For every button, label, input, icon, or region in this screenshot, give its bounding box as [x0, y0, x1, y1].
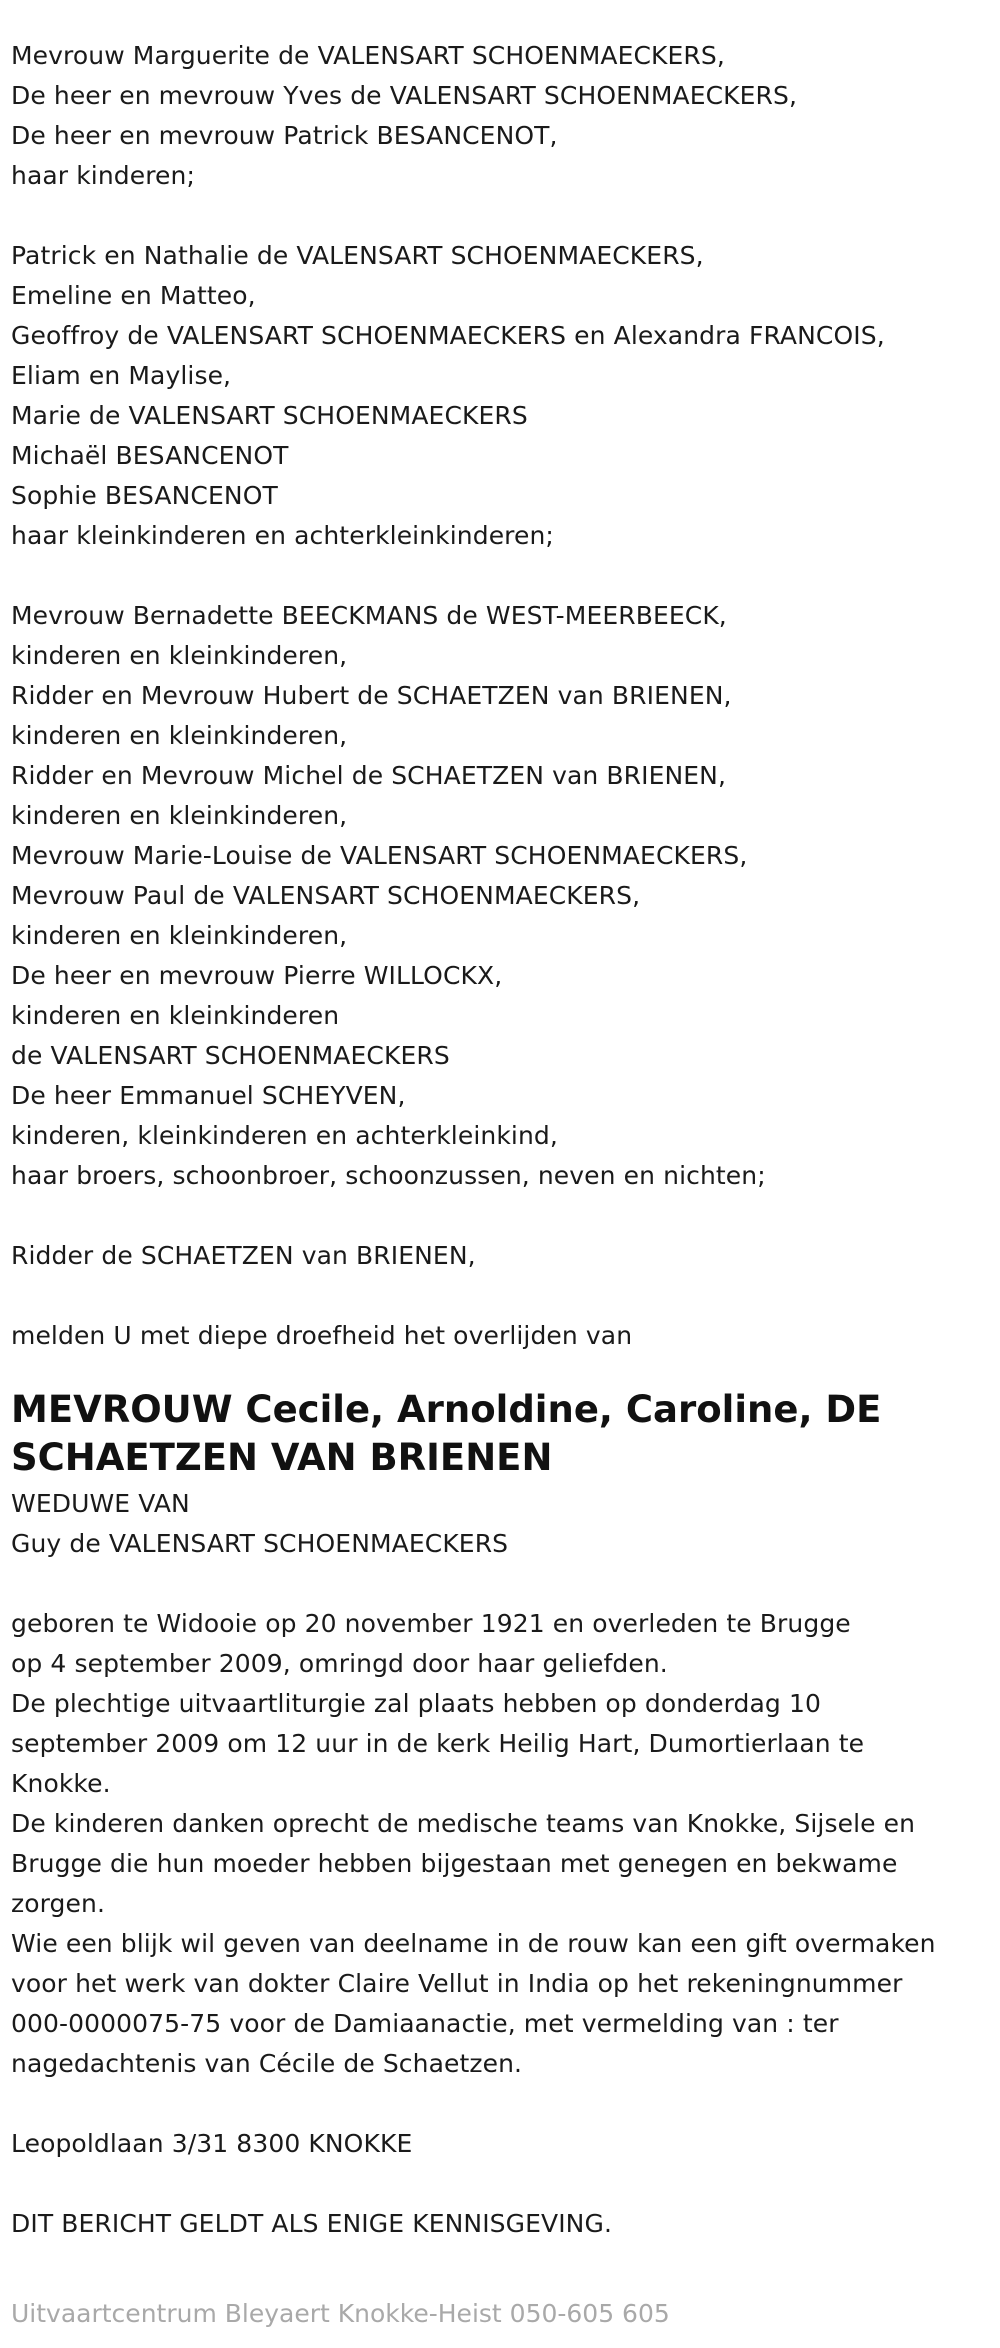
deceased-block — [11, 1386, 996, 1564]
text-line: Patrick en Nathalie de VALENSART SCHOENMAECKERS, — [11, 241, 704, 270]
notice: DIT BERICHT GELDT ALS ENIGE KENNISGEVING. — [11, 2209, 612, 2238]
text-line: kinderen en kleinkinderen, — [11, 721, 348, 750]
text-line: kinderen, kleinkinderen en achterkleinkind, — [11, 1121, 558, 1150]
deceased-name — [11, 1386, 996, 1482]
details-paragraph — [11, 1604, 996, 2084]
grandchildren-section — [11, 236, 996, 556]
deceased-name-line: SCHAETZEN VAN BRIENEN — [11, 1436, 553, 1479]
obituary-notice — [11, 36, 996, 2244]
text-line: De plechtige uitvaartliturgie zal plaats hebben op donderdag 10 — [11, 1689, 821, 1718]
text-line: Emeline en Matteo, — [11, 281, 256, 310]
text-line: Mevrouw Paul de VALENSART SCHOENMAECKERS, — [11, 881, 641, 910]
text-line: kinderen en kleinkinderen, — [11, 641, 348, 670]
text-line: Brugge die hun moeder hebben bijgestaan met genegen en bekwame — [11, 1849, 898, 1878]
spacer — [11, 2084, 996, 2124]
text-line: nagedachtenis van Cécile de Schaetzen. — [11, 2049, 523, 2078]
children-section — [11, 36, 996, 196]
spouse-name: Guy de VALENSART SCHOENMAECKERS — [11, 1529, 509, 1558]
spacer — [11, 1356, 996, 1386]
text-line: Mevrouw Marie-Louise de VALENSART SCHOENMAECKERS, — [11, 841, 748, 870]
siblings-section — [11, 596, 996, 1196]
text-line: haar broers, schoonbroer, schoonzussen, neven en nichten; — [11, 1161, 766, 1190]
spacer — [11, 1196, 996, 1236]
text-line: De heer en mevrouw Pierre WILLOCKX, — [11, 961, 503, 990]
spacer — [11, 556, 996, 596]
other-relative: Ridder de SCHAETZEN van BRIENEN, — [11, 1241, 476, 1270]
text-line: kinderen en kleinkinderen — [11, 1001, 340, 1030]
text-line: haar kinderen; — [11, 161, 196, 190]
text-line: zorgen. — [11, 1889, 105, 1918]
text-line: Mevrouw Marguerite de VALENSART SCHOENMAECKERS, — [11, 41, 725, 70]
text-line: Mevrouw Bernadette BEECKMANS de WEST-MEERBEECK, — [11, 601, 727, 630]
widow-status: WEDUWE VAN — [11, 1489, 190, 1518]
text-line: Geoffroy de VALENSART SCHOENMAECKERS en Alexandra FRANCOIS, — [11, 321, 885, 350]
text-line: Ridder en Mevrouw Hubert de SCHAETZEN van BRIENEN, — [11, 681, 732, 710]
text-line: geboren te Widooie op 20 november 1921 en overleden te Brugge — [11, 1609, 851, 1638]
text-line: 000-0000075-75 voor de Damiaanactie, met vermelding van : ter — [11, 2009, 839, 2038]
text-line: op 4 september 2009, omringd door haar geliefden. — [11, 1649, 668, 1678]
text-line: De heer en mevrouw Patrick BESANCENOT, — [11, 121, 558, 150]
text-line: kinderen en kleinkinderen, — [11, 801, 348, 830]
spacer — [11, 1276, 996, 1316]
deceased-name-line: MEVROUW Cecile, Arnoldine, Caroline, DE — [11, 1388, 882, 1431]
text-line: voor het werk van dokter Claire Vellut in India op het rekeningnummer — [11, 1969, 903, 1998]
address: Leopoldlaan 3/31 8300 KNOKKE — [11, 2129, 413, 2158]
text-line: Wie een blijk wil geven van deelname in de rouw kan een gift overmaken — [11, 1929, 936, 1958]
text-line: De kinderen danken oprecht de medische teams van Knokke, Sijsele en — [11, 1809, 916, 1838]
spacer — [11, 196, 996, 236]
text-line: Sophie BESANCENOT — [11, 481, 278, 510]
funeral-home-footer: Uitvaartcentrum Bleyaert Knokke-Heist 050-605 605 — [11, 2299, 670, 2328]
spacer — [11, 1564, 996, 1604]
text-line: Ridder en Mevrouw Michel de SCHAETZEN van BRIENEN, — [11, 761, 727, 790]
text-line: haar kleinkinderen en achterkleinkinderen; — [11, 521, 554, 550]
text-line: september 2009 om 12 uur in de kerk Heilig Hart, Dumortierlaan te — [11, 1729, 865, 1758]
text-line: Eliam en Maylise, — [11, 361, 232, 390]
text-line: de VALENSART SCHOENMAECKERS — [11, 1041, 450, 1070]
text-line: Michaël BESANCENOT — [11, 441, 289, 470]
text-line: De heer Emmanuel SCHEYVEN, — [11, 1081, 406, 1110]
text-line: Knokke. — [11, 1769, 111, 1798]
announcement-intro: melden U met diepe droefheid het overlijden van — [11, 1321, 633, 1350]
text-line: kinderen en kleinkinderen, — [11, 921, 348, 950]
text-line: De heer en mevrouw Yves de VALENSART SCHOENMAECKERS, — [11, 81, 798, 110]
text-line: Marie de VALENSART SCHOENMAECKERS — [11, 401, 528, 430]
spacer — [11, 2164, 996, 2204]
